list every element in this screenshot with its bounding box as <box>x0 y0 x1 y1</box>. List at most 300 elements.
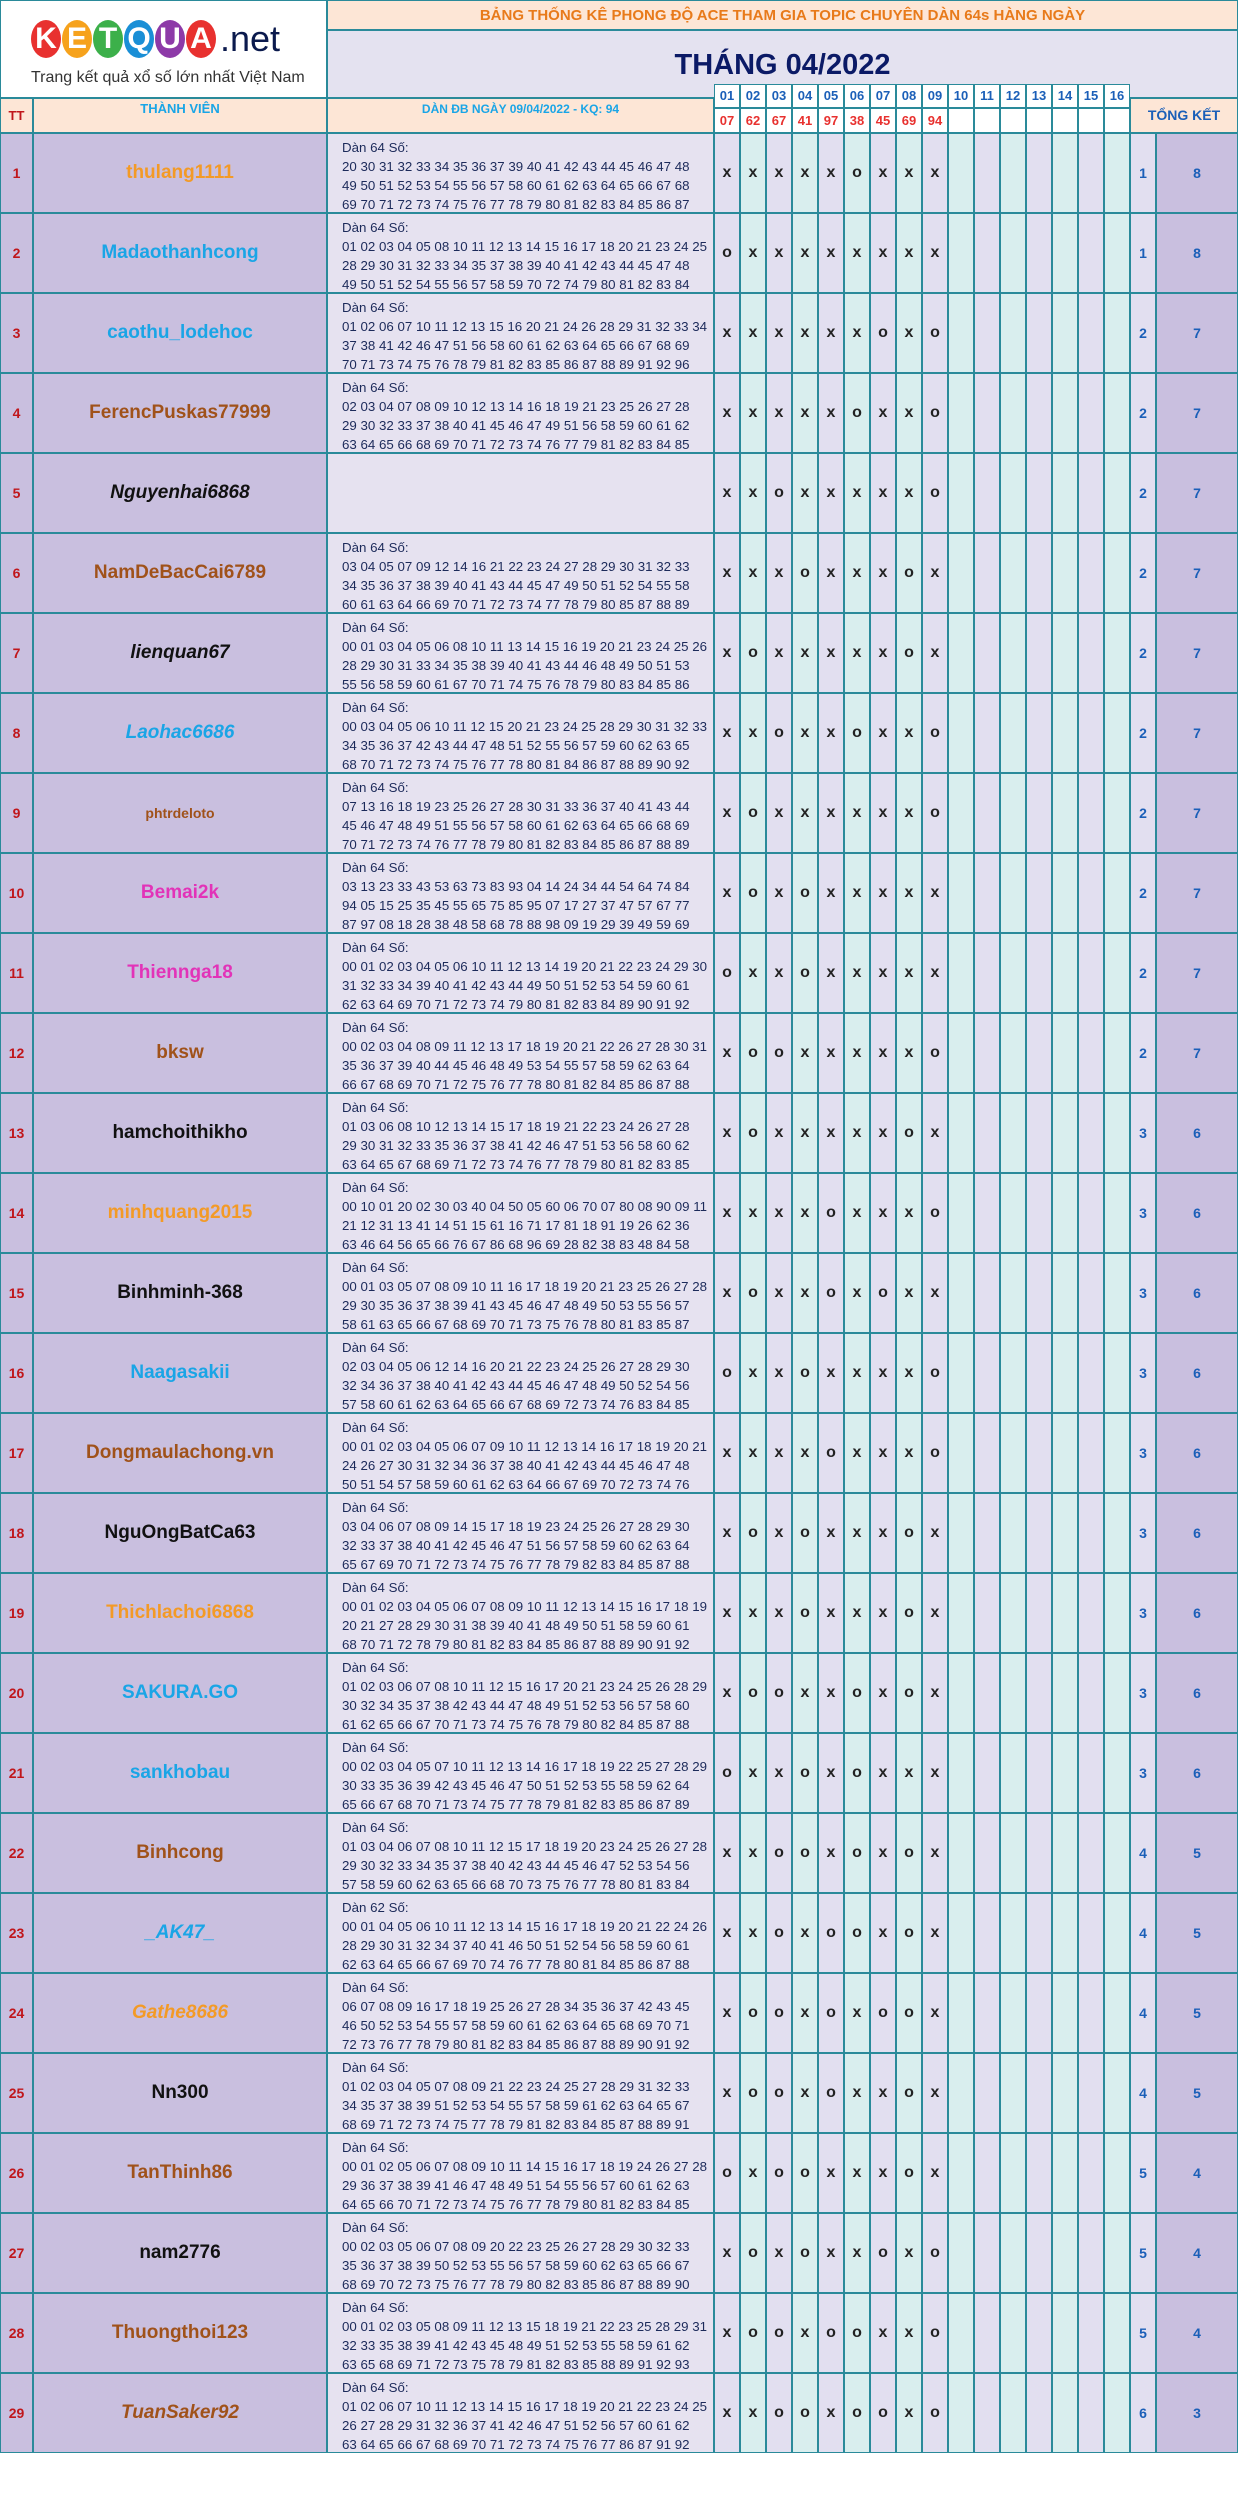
day-mark: x <box>870 213 896 293</box>
member-name[interactable]: Thichlachoi6868 <box>33 1573 327 1653</box>
summary-misses: 7 <box>1156 853 1238 933</box>
day-mark: o <box>896 1893 922 1973</box>
day-mark: o <box>766 1893 792 1973</box>
table-row <box>0 133 1238 213</box>
day-mark <box>948 1093 974 1173</box>
member-name[interactable]: Dongmaulachong.vn <box>33 1413 327 1493</box>
day-mark: o <box>922 2213 948 2293</box>
day-mark <box>1052 1093 1078 1173</box>
table-row <box>0 1733 1238 1813</box>
day-header: 07 <box>870 84 896 108</box>
day-mark <box>948 213 974 293</box>
day-mark: o <box>740 2213 766 2293</box>
member-dan: Dàn 64 Số: 01 02 03 04 05 08 10 11 12 13 14 15 16 17 18 20 21 23 24 25 28 29 30 31 32 33 34 35 37 38 39 40 41 42 43 44 45 47 48 49 50 51 52 54 55 56 57 58 59 70 72 74 79 80 81 82 83 84 <box>327 213 714 293</box>
day-mark <box>1104 1173 1130 1253</box>
day-mark <box>1052 1253 1078 1333</box>
summary-hits: 2 <box>1130 933 1156 1013</box>
member-name[interactable]: lienquan67 <box>33 613 327 693</box>
member-dan: Dàn 64 Số: 00 03 04 05 06 10 11 12 15 20 21 23 24 25 28 29 30 31 32 33 34 35 36 37 42 43 44 47 48 51 52 55 56 57 59 60 62 63 65 68 70 71 72 73 74 75 76 77 78 80 81 84 86 87 88 89 90 92 <box>327 693 714 773</box>
member-name[interactable]: Nn300 <box>33 2053 327 2133</box>
day-mark <box>1000 133 1026 213</box>
day-mark: o <box>792 533 818 613</box>
day-mark <box>1104 853 1130 933</box>
summary-misses: 7 <box>1156 613 1238 693</box>
day-mark: o <box>922 693 948 773</box>
ketqua-logo[interactable] <box>0 0 327 98</box>
day-mark <box>948 2293 974 2373</box>
day-mark <box>1078 533 1104 613</box>
day-mark: x <box>844 1973 870 2053</box>
member-name[interactable]: Thiennga18 <box>33 933 327 1013</box>
day-result: 69 <box>896 108 922 133</box>
day-mark: x <box>766 2213 792 2293</box>
day-mark: x <box>792 2293 818 2373</box>
member-name[interactable]: phtrdeloto <box>33 773 327 853</box>
day-mark: x <box>766 1573 792 1653</box>
day-mark: x <box>740 2133 766 2213</box>
day-mark <box>1104 1253 1130 1333</box>
day-mark: x <box>896 293 922 373</box>
member-name[interactable]: Naagasakii <box>33 1333 327 1413</box>
day-mark <box>1078 1013 1104 1093</box>
day-mark <box>1026 1813 1052 1893</box>
summary-hits: 4 <box>1130 1813 1156 1893</box>
summary-hits: 2 <box>1130 693 1156 773</box>
member-name[interactable]: minhquang2015 <box>33 1173 327 1253</box>
day-mark: x <box>740 1573 766 1653</box>
day-mark: o <box>844 2373 870 2453</box>
member-dan: Dàn 64 Số: 01 02 06 07 10 11 12 13 14 15 16 17 18 19 20 21 22 23 24 25 26 27 28 29 31 32 36 37 41 42 46 47 51 52 56 57 60 61 62 63 64 65 66 67 68 69 70 71 72 73 74 75 76 77 86 87 91 92 <box>327 2373 714 2453</box>
day-mark <box>1026 613 1052 693</box>
day-mark: x <box>844 1493 870 1573</box>
day-header: 13 <box>1026 84 1052 108</box>
day-mark: o <box>714 213 740 293</box>
day-mark: x <box>714 1173 740 1253</box>
row-number: 24 <box>0 1973 33 2053</box>
day-mark: x <box>922 1573 948 1653</box>
day-mark: x <box>844 1013 870 1093</box>
logo-letter: K <box>31 20 61 58</box>
day-mark: x <box>766 1493 792 1573</box>
day-mark: x <box>714 1013 740 1093</box>
member-name[interactable]: Binhminh-368 <box>33 1253 327 1333</box>
summary-hits: 2 <box>1130 293 1156 373</box>
member-dan: Dàn 64 Số: 00 01 02 03 04 05 06 10 11 12 13 14 19 20 21 22 23 24 29 30 31 32 33 34 39 40 41 42 43 44 49 50 51 52 53 54 59 60 61 62 63 64 69 70 71 72 73 74 79 80 81 82 83 84 89 90 91 92 <box>327 933 714 1013</box>
row-number: 12 <box>0 1013 33 1093</box>
day-mark: o <box>896 1813 922 1893</box>
day-mark: x <box>922 133 948 213</box>
member-name[interactable]: SAKURA.GO <box>33 1653 327 1733</box>
day-mark <box>1104 1413 1130 1493</box>
day-mark: o <box>896 1973 922 2053</box>
day-mark: o <box>922 2373 948 2453</box>
day-mark: x <box>714 1253 740 1333</box>
day-mark <box>1052 293 1078 373</box>
summary-hits: 3 <box>1130 1573 1156 1653</box>
table-row <box>0 933 1238 1013</box>
day-mark: x <box>740 1733 766 1813</box>
day-mark: o <box>922 1413 948 1493</box>
day-mark <box>1052 2293 1078 2373</box>
day-mark: o <box>792 2213 818 2293</box>
table-row <box>0 1093 1238 1173</box>
day-mark: o <box>896 533 922 613</box>
day-mark: x <box>896 853 922 933</box>
day-mark: x <box>818 293 844 373</box>
row-number: 29 <box>0 2373 33 2453</box>
day-mark: x <box>818 373 844 453</box>
day-mark <box>948 613 974 693</box>
member-name[interactable]: TanThinh86 <box>33 2133 327 2213</box>
day-mark <box>948 1173 974 1253</box>
summary-hits: 3 <box>1130 1493 1156 1573</box>
day-mark: x <box>870 2053 896 2133</box>
day-mark: o <box>818 1173 844 1253</box>
member-name[interactable]: NguOngBatCa63 <box>33 1493 327 1573</box>
day-mark <box>1000 1413 1026 1493</box>
day-mark: x <box>792 1093 818 1173</box>
day-mark: o <box>818 1973 844 2053</box>
day-mark: x <box>792 613 818 693</box>
day-mark: x <box>896 1253 922 1333</box>
day-mark: o <box>792 1573 818 1653</box>
summary-misses: 7 <box>1156 453 1238 533</box>
day-mark <box>1078 1253 1104 1333</box>
day-mark: x <box>792 373 818 453</box>
day-mark: o <box>792 2133 818 2213</box>
day-mark: o <box>922 773 948 853</box>
member-name[interactable]: Binhcong <box>33 1813 327 1893</box>
day-mark: x <box>766 293 792 373</box>
member-dan: Dàn 64 Số: 20 30 31 32 33 34 35 36 37 39 40 41 42 43 44 45 46 47 48 49 50 51 52 53 54 55 56 57 58 60 61 62 63 64 65 66 67 68 69 70 71 72 73 74 75 76 77 78 79 80 81 82 83 84 85 86 87 <box>327 133 714 213</box>
day-mark <box>1026 2053 1052 2133</box>
summary-hits: 4 <box>1130 1973 1156 2053</box>
day-mark: x <box>740 1333 766 1413</box>
day-header: 14 <box>1052 84 1078 108</box>
day-mark <box>1000 533 1026 613</box>
row-number: 25 <box>0 2053 33 2133</box>
member-name[interactable]: Gathe8686 <box>33 1973 327 2053</box>
logo-tagline: Trang kết quả xổ số lớn nhất Việt Nam <box>31 69 305 86</box>
day-mark <box>1104 1573 1130 1653</box>
day-mark: x <box>714 1413 740 1493</box>
row-number: 15 <box>0 1253 33 1333</box>
day-mark: x <box>922 1093 948 1173</box>
member-name[interactable]: Bemai2k <box>33 853 327 933</box>
day-mark: x <box>792 453 818 533</box>
member-name[interactable]: sankhobau <box>33 1733 327 1813</box>
member-dan: Dàn 64 Số: 00 01 02 03 04 05 06 07 08 09 10 11 12 13 14 15 16 17 18 19 20 21 27 28 29 30 31 38 39 40 41 48 49 50 51 58 59 60 61 68 70 71 72 78 79 80 81 82 83 84 85 86 87 88 89 90 91 92 <box>327 1573 714 1653</box>
member-dan: Dàn 64 Số: 00 01 03 04 05 06 08 10 11 13 14 15 16 19 20 21 23 24 25 26 28 29 30 31 33 34 35 38 39 40 41 43 44 46 48 49 50 51 53 55 56 58 59 60 61 67 70 71 74 75 76 78 79 80 83 84 85 86 <box>327 613 714 693</box>
summary-hits: 2 <box>1130 533 1156 613</box>
day-mark <box>1026 1093 1052 1173</box>
member-dan: Dàn 64 Số: 00 10 01 20 02 30 03 40 04 50 05 60 06 70 07 80 08 90 09 11 21 12 31 13 41 14 51 15 61 16 71 17 81 18 91 19 26 62 36 63 46 64 56 65 66 76 67 86 68 96 69 28 82 38 83 48 84 58 <box>327 1173 714 1253</box>
day-mark: x <box>896 373 922 453</box>
summary-hits: 3 <box>1130 1333 1156 1413</box>
day-mark <box>1026 1893 1052 1973</box>
day-mark <box>1078 1413 1104 1493</box>
summary-hits: 4 <box>1130 2053 1156 2133</box>
summary-misses: 7 <box>1156 693 1238 773</box>
day-mark: o <box>714 933 740 1013</box>
day-mark: x <box>714 293 740 373</box>
day-mark: x <box>740 1893 766 1973</box>
member-dan: Dàn 64 Số: 03 04 06 07 08 09 14 15 17 18 19 23 24 25 26 27 28 29 30 32 33 37 38 40 41 42 45 46 47 51 56 57 58 59 60 62 63 64 65 67 69 70 71 72 73 74 75 76 77 78 79 82 83 84 85 87 88 <box>327 1493 714 1573</box>
day-mark: x <box>740 933 766 1013</box>
day-mark: x <box>844 1413 870 1493</box>
day-mark <box>1078 613 1104 693</box>
day-mark <box>1104 2053 1130 2133</box>
member-name[interactable]: _AK47_ <box>33 1893 327 1973</box>
summary-misses: 7 <box>1156 533 1238 613</box>
row-number: 14 <box>0 1173 33 1253</box>
day-mark <box>1026 773 1052 853</box>
day-mark <box>1052 1573 1078 1653</box>
row-number: 21 <box>0 1733 33 1813</box>
day-mark: x <box>818 1653 844 1733</box>
day-mark: o <box>922 1173 948 1253</box>
member-name[interactable]: FerencPuskas77999 <box>33 373 327 453</box>
table-row <box>0 1653 1238 1733</box>
table-row <box>0 1013 1238 1093</box>
day-mark <box>1026 1573 1052 1653</box>
day-mark: o <box>922 373 948 453</box>
table-row <box>0 773 1238 853</box>
day-mark: x <box>792 133 818 213</box>
day-mark: x <box>740 533 766 613</box>
day-mark <box>1026 1253 1052 1333</box>
day-mark: x <box>740 693 766 773</box>
day-mark <box>1104 1973 1130 2053</box>
day-mark <box>1052 533 1078 613</box>
day-mark: x <box>818 133 844 213</box>
day-mark: x <box>766 533 792 613</box>
day-mark: x <box>714 1813 740 1893</box>
member-name[interactable]: Thuongthoi123 <box>33 2293 327 2373</box>
day-mark: o <box>844 1813 870 1893</box>
day-mark: x <box>714 1893 740 1973</box>
day-mark: x <box>766 213 792 293</box>
day-mark <box>1052 2373 1078 2453</box>
day-mark <box>974 773 1000 853</box>
day-mark <box>1078 2373 1104 2453</box>
day-mark: x <box>714 533 740 613</box>
day-mark: x <box>896 213 922 293</box>
member-name[interactable]: nam2776 <box>33 2213 327 2293</box>
day-mark <box>1052 1893 1078 1973</box>
day-mark: x <box>844 2133 870 2213</box>
table-row <box>0 1253 1238 1333</box>
summary-misses: 6 <box>1156 1093 1238 1173</box>
member-dan: Dàn 64 Số: 03 04 05 07 09 12 14 16 21 22 23 24 27 28 29 30 31 32 33 34 35 36 37 38 39 40 41 43 44 45 47 49 50 51 52 54 55 58 60 61 63 64 66 69 70 71 72 73 74 77 78 79 80 85 87 88 89 <box>327 533 714 613</box>
day-mark <box>1104 613 1130 693</box>
summary-misses: 4 <box>1156 2133 1238 2213</box>
day-mark: x <box>844 1253 870 1333</box>
day-mark: x <box>766 1413 792 1493</box>
day-mark: x <box>818 1573 844 1653</box>
summary-hits: 5 <box>1130 2133 1156 2213</box>
day-mark: x <box>818 2213 844 2293</box>
member-name[interactable]: Nguyenhai6868 <box>33 453 327 533</box>
day-mark: o <box>870 1253 896 1333</box>
day-mark: x <box>922 1893 948 1973</box>
member-name[interactable]: Madaothanhcong <box>33 213 327 293</box>
day-mark <box>1104 1493 1130 1573</box>
day-mark <box>1052 773 1078 853</box>
day-mark <box>1104 1733 1130 1813</box>
member-dan: Dàn 64 Số: 00 01 02 03 04 05 06 07 09 10 11 12 13 14 16 17 18 19 20 21 24 26 27 30 31 32 34 36 37 38 40 41 42 43 44 45 46 47 48 50 51 54 57 58 59 60 61 62 63 64 66 67 69 70 72 73 74 76 <box>327 1413 714 1493</box>
day-mark <box>1026 1333 1052 1413</box>
day-mark: o <box>792 933 818 1013</box>
day-mark <box>974 1413 1000 1493</box>
day-mark <box>974 613 1000 693</box>
day-mark: o <box>922 293 948 373</box>
summary-hits: 6 <box>1130 2373 1156 2453</box>
table-row <box>0 1973 1238 2053</box>
summary-hits: 2 <box>1130 613 1156 693</box>
day-mark: x <box>766 373 792 453</box>
day-mark: o <box>844 693 870 773</box>
summary-hits: 3 <box>1130 1733 1156 1813</box>
day-mark <box>974 1733 1000 1813</box>
day-mark: x <box>818 2133 844 2213</box>
day-mark: x <box>922 1653 948 1733</box>
day-header: 04 <box>792 84 818 108</box>
day-mark: x <box>818 693 844 773</box>
day-mark: x <box>870 533 896 613</box>
day-mark: x <box>922 613 948 693</box>
day-mark: x <box>766 773 792 853</box>
table-row <box>0 453 1238 533</box>
member-name[interactable]: bksw <box>33 1013 327 1093</box>
row-number: 10 <box>0 853 33 933</box>
member-dan: Dàn 64 Số: 00 02 03 04 08 09 11 12 13 17 18 19 20 21 22 26 27 28 30 31 35 36 37 39 40 44 45 46 48 49 53 54 55 57 58 59 62 63 64 66 67 68 69 70 71 72 75 76 77 78 80 81 82 84 85 86 87 88 <box>327 1013 714 1093</box>
day-mark <box>1052 213 1078 293</box>
day-mark: x <box>896 2293 922 2373</box>
day-mark <box>1026 2133 1052 2213</box>
day-mark <box>1000 2133 1026 2213</box>
summary-misses: 5 <box>1156 2053 1238 2133</box>
day-mark <box>1000 1653 1026 1733</box>
day-mark: x <box>766 853 792 933</box>
logo-letter: Q <box>124 20 154 58</box>
table-row <box>0 2133 1238 2213</box>
day-mark: x <box>844 2053 870 2133</box>
day-mark: x <box>870 1813 896 1893</box>
table-row <box>0 1573 1238 1653</box>
day-mark: x <box>870 933 896 1013</box>
day-mark: x <box>870 1173 896 1253</box>
member-name[interactable]: hamchoithikho <box>33 1093 327 1173</box>
day-mark: x <box>870 1893 896 1973</box>
day-mark: x <box>870 453 896 533</box>
day-mark <box>1000 1253 1026 1333</box>
day-mark: x <box>714 2053 740 2133</box>
member-dan: Dàn 64 Số: 02 03 04 07 08 09 10 12 13 14 16 18 19 21 23 25 26 27 28 29 30 32 33 37 38 40 41 45 46 47 49 51 56 58 59 60 61 62 63 64 65 66 68 69 70 71 72 73 74 76 77 79 81 82 83 84 85 <box>327 373 714 453</box>
day-mark: x <box>766 1173 792 1253</box>
day-mark: x <box>818 1813 844 1893</box>
day-mark <box>974 373 1000 453</box>
day-mark <box>948 1413 974 1493</box>
row-number: 13 <box>0 1093 33 1173</box>
day-mark <box>948 373 974 453</box>
day-mark: x <box>714 1653 740 1733</box>
day-header: 11 <box>974 84 1000 108</box>
logo-suffix: .net <box>220 18 281 59</box>
day-mark <box>1000 1493 1026 1573</box>
day-mark: o <box>740 2053 766 2133</box>
day-result: 62 <box>740 108 766 133</box>
day-mark: o <box>740 1973 766 2053</box>
day-mark: x <box>870 613 896 693</box>
table-row <box>0 2293 1238 2373</box>
day-mark <box>1052 613 1078 693</box>
day-mark <box>974 1893 1000 1973</box>
summary-hits: 1 <box>1130 133 1156 213</box>
day-mark: x <box>714 853 740 933</box>
member-name[interactable]: thulang1111 <box>33 133 327 213</box>
day-mark: x <box>740 213 766 293</box>
member-name[interactable]: NamDeBacCai6789 <box>33 533 327 613</box>
day-result <box>1026 108 1052 133</box>
day-mark: o <box>896 2133 922 2213</box>
table-row <box>0 693 1238 773</box>
day-mark: o <box>792 1333 818 1413</box>
day-mark: x <box>714 2293 740 2373</box>
member-name[interactable]: Laohac6686 <box>33 693 327 773</box>
day-mark <box>1000 1093 1026 1173</box>
day-mark <box>1104 693 1130 773</box>
day-mark: o <box>870 2213 896 2293</box>
day-mark <box>948 1253 974 1333</box>
member-dan: Dàn 64 Số: 01 02 06 07 10 11 12 13 15 16 20 21 24 26 28 29 31 32 33 34 37 38 41 42 46 47 51 56 58 60 61 62 63 64 65 66 67 68 69 70 71 73 74 75 76 78 79 81 82 83 85 86 87 88 89 91 92 96 <box>327 293 714 373</box>
table-row <box>0 1493 1238 1573</box>
day-mark: x <box>766 1733 792 1813</box>
day-mark <box>1104 453 1130 533</box>
day-mark <box>1078 2293 1104 2373</box>
day-mark <box>1000 1573 1026 1653</box>
day-mark <box>1052 1333 1078 1413</box>
day-mark <box>974 1013 1000 1093</box>
member-name[interactable]: TuanSaker92 <box>33 2373 327 2453</box>
day-result <box>1000 108 1026 133</box>
day-mark <box>974 1573 1000 1653</box>
day-mark <box>1078 2133 1104 2213</box>
day-mark <box>948 1013 974 1093</box>
summary-misses: 6 <box>1156 1333 1238 1413</box>
day-mark: x <box>896 453 922 533</box>
day-result <box>948 108 974 133</box>
day-mark: x <box>740 453 766 533</box>
summary-hits: 3 <box>1130 1653 1156 1733</box>
day-mark: x <box>922 1253 948 1333</box>
day-mark <box>1026 1973 1052 2053</box>
table-row <box>0 213 1238 293</box>
day-mark <box>1104 293 1130 373</box>
member-name[interactable]: caothu_lodehoc <box>33 293 327 373</box>
day-header: 15 <box>1078 84 1104 108</box>
day-mark <box>1104 1333 1130 1413</box>
day-mark: o <box>818 2293 844 2373</box>
day-result: 94 <box>922 108 948 133</box>
day-mark: o <box>766 693 792 773</box>
day-mark: o <box>792 853 818 933</box>
day-header: 05 <box>818 84 844 108</box>
summary-hits: 3 <box>1130 1413 1156 1493</box>
table-row <box>0 2053 1238 2133</box>
day-mark: x <box>844 933 870 1013</box>
summary-hits: 2 <box>1130 373 1156 453</box>
